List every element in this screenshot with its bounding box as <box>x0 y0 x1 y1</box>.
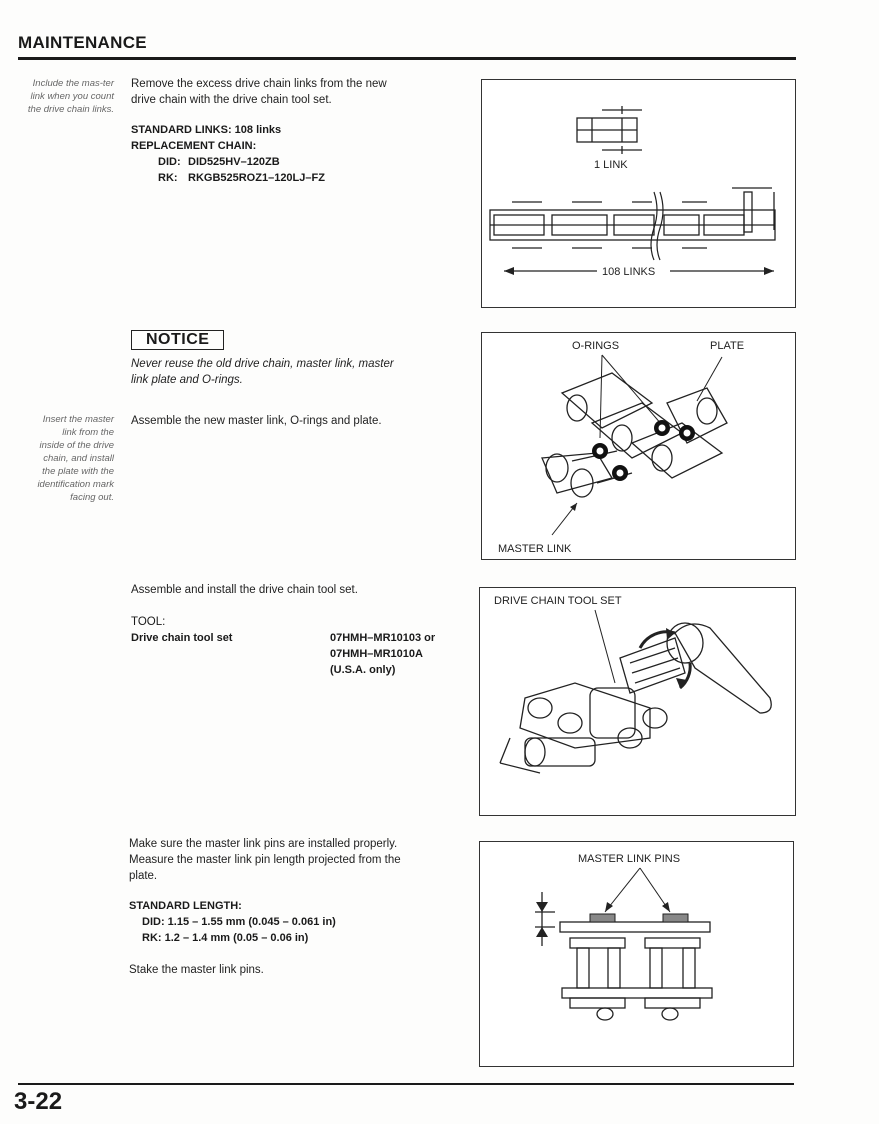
standard-length-block <box>129 898 336 946</box>
replacement-rk-row <box>131 170 325 186</box>
spec-standard-links-block <box>131 122 325 186</box>
instruction-remove-links <box>131 76 387 108</box>
one-link-label: 1 LINK <box>594 159 628 171</box>
o-rings-label: O-RINGS <box>572 340 620 352</box>
master-link-illustration <box>482 333 795 559</box>
did-length-spec: DID: 1.15 – 1.55 mm (0.045 – 0.061 in) <box>142 916 336 928</box>
instruction-line: Remove the excess drive chain links from the new <box>131 78 387 90</box>
side-note-line: inside of the drive <box>39 440 114 451</box>
figure-master-link-pins <box>479 841 794 1067</box>
plate-label: PLATE <box>710 340 745 352</box>
footer-rule <box>18 1083 794 1085</box>
figure-chain-links <box>481 79 796 308</box>
side-note-insert-master <box>18 413 114 504</box>
tool-part-numbers <box>330 630 435 678</box>
rk-label: RK: <box>158 172 178 184</box>
replacement-chain-heading: REPLACEMENT CHAIN: <box>131 140 257 152</box>
master-link-label: MASTER LINK <box>498 543 572 555</box>
part-number-line: 07HMH–MR1010A <box>330 648 423 660</box>
chain-links-illustration <box>482 80 795 307</box>
instruction-line: drive chain with the drive chain tool set. <box>131 94 332 106</box>
standard-links-spec: STANDARD LINKS: 108 links <box>131 124 282 136</box>
tool-spec-block <box>131 614 232 646</box>
page-number: 3-22 <box>14 1088 63 1115</box>
notice-line: link plate and O-rings. <box>131 374 243 386</box>
instruction-line: plate. <box>129 870 158 882</box>
tool-label: TOOL: <box>131 616 166 628</box>
figure-drive-chain-tool <box>479 587 796 816</box>
side-note-line: link from the <box>62 427 114 438</box>
replacement-did-row <box>131 154 325 170</box>
notice-line: Never reuse the old drive chain, master link, master <box>131 358 394 370</box>
tool-row <box>131 630 232 646</box>
rk-length-spec: RK: 1.2 – 1.4 mm (0.05 – 0.06 in) <box>142 932 309 944</box>
header-rule <box>18 57 796 60</box>
side-note-line: Insert the master <box>42 414 114 425</box>
part-number-line: (U.S.A. only) <box>330 664 396 676</box>
instruction-assemble-master: Assemble the new master link, O-rings and plate. <box>131 415 382 427</box>
side-note-master-link-count: Include the mas-ter link when you count the drive chain links. <box>27 78 114 115</box>
tool-name: Drive chain tool set <box>131 632 233 644</box>
notice-badge: NOTICE <box>131 330 224 350</box>
instruction-install-tool: Assemble and install the drive chain tool set. <box>131 584 358 596</box>
rk-value: RKGB525ROZ1–120LJ–FZ <box>188 172 325 184</box>
drive-chain-tool-label: DRIVE CHAIN TOOL SET <box>494 595 622 607</box>
instruction-line: Make sure the master link pins are installed properly. <box>129 838 398 850</box>
instruction-stake-pins: Stake the master link pins. <box>129 964 264 976</box>
side-note-line: identification mark <box>37 479 114 490</box>
side-note-line: facing out. <box>70 492 114 503</box>
instruction-line: Measure the master link pin length projected from the <box>129 854 401 866</box>
master-link-pins-illustration <box>480 842 793 1066</box>
part-number-line: 07HMH–MR10103 or <box>330 632 436 644</box>
side-note-line: the plate with the <box>42 466 114 477</box>
did-value: DID525HV–120ZB <box>188 156 280 168</box>
did-label: DID: <box>158 156 181 168</box>
figure-master-link <box>481 332 796 560</box>
master-link-pins-label: MASTER LINK PINS <box>578 853 681 865</box>
notice-text <box>131 356 394 388</box>
side-note-line: chain, and install <box>43 453 114 464</box>
instruction-check-pins <box>129 836 401 884</box>
links-108-label: 108 LINKS <box>602 266 656 278</box>
page-header-title: MAINTENANCE <box>18 33 147 52</box>
standard-length-heading: STANDARD LENGTH: <box>129 900 242 912</box>
drive-chain-tool-illustration <box>480 588 795 815</box>
